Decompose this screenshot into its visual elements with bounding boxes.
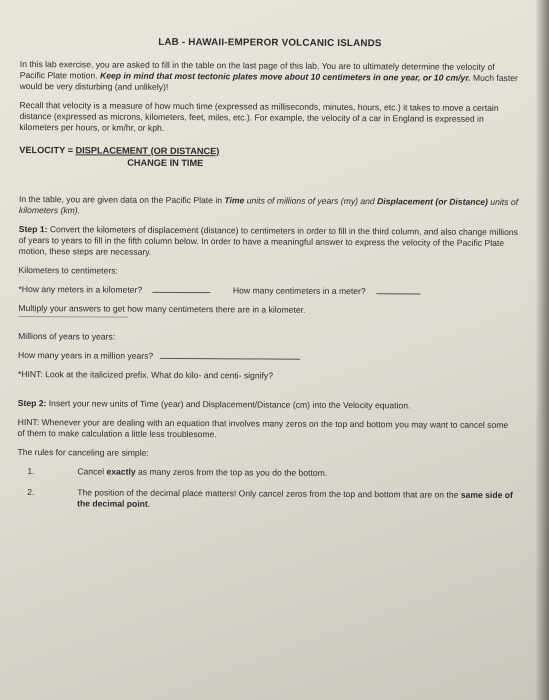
rule-item [27,466,517,480]
intro-text: In this lab exercise, you are asked to fill in the table on the last page of this lab. You are to ultimately determine the velocity of Pacific Plate motion. [19,58,495,81]
intro-emphasis: Keep in mind that most tectonic plates move about 10 centimeters in one year, or 10 cm/yr. [99,70,471,83]
rule-text-post: . [147,498,151,509]
km-heading: Kilometers to centimeters: [18,264,118,276]
lab-content [17,36,520,522]
step2-text: Insert your new units of Time (year) and Displacement/Distance (cm) into the Velocity equation. [46,398,411,411]
hint-prefix: *HINT: Look at the italicized prefix. What do kilo- and centi- signify? [17,368,274,381]
meters-question-row [18,284,518,298]
step2-label: Step 2: [17,397,47,409]
intro-note: Much faster would be very disturbing (and unlikely)! [19,72,518,92]
years-question-row [18,350,518,364]
table-intro-text-3: units of kilometers (km). [18,196,519,216]
table-intro-displacement: Displacement (or Distance) [377,196,488,207]
rule-text [77,466,517,480]
recall-paragraph: Recall that velocity is a measure of how much time (expressed as milliseconds, minutes, hours, etc.) it takes to move a certain distance (expressed as microns, kilometers, feet, miles, etc.). For example, the velocity of a car in England is expressed in kilometers per hours, or km/hr, or kph. [19,99,499,133]
step1-paragraph [19,224,519,260]
years-answer-blank[interactable] [160,357,300,360]
rules-list [27,466,517,512]
cm-answer-blank[interactable] [376,292,420,294]
rule-item [27,487,517,512]
hint-zeros: HINT: Whenever your are dealing with an equation that involves many zeros on the top and bottom you may want to cancel some of them to make calculation a little less troublesome. [17,416,509,440]
rule-text-post: as many zeros from the top as you do the bottom. [135,466,328,478]
velocity-formula [19,145,519,171]
formula-denominator: CHANGE IN TIME [127,157,204,169]
rule-number: 1. [27,466,35,477]
years-question: How many years in a million years? [18,349,154,361]
rule-text-pre: The position of the decimal place matters! Only cancel zeros from the top and bottom that are on the [77,487,461,500]
years-heading: Millions of years to years: [18,330,116,342]
step1-label: Step 1: [18,223,48,235]
rule-number: 2. [27,487,35,498]
rule-text-pre: Cancel [77,466,107,477]
formula-numerator: DISPLACEMENT (OR DISTANCE) [75,145,220,157]
table-intro-text-1: In the table, you are given data on the Pacific Plate in [18,193,225,206]
meters-question: *How any meters in a kilometer? [18,283,143,295]
step2-paragraph [18,398,518,412]
rule-text-bold: same side of the decimal point [77,489,513,509]
table-intro-text-2: units of millions of years (my) and [244,195,378,207]
multiply-answer-blank[interactable] [18,316,128,318]
page-edge-shadow [535,0,549,700]
step1-text: Convert the kilometers of displacement (distance) to centimeters in order to fill in the third column, and also change millions of years to years to fill in the fifth column below. In order to have a meaningful answer to express the velocity of the Pacific Plate motion, these steps are necessary. [18,224,518,257]
page-title: LAB - HAWAII-EMPEROR VOLCANIC ISLANDS [158,36,382,50]
rule-text-bold: exactly [106,466,136,477]
table-intro-time: Time [224,195,245,206]
table-intro-paragraph [19,194,519,219]
multiply-instruction: Multiply your answers to get how many centimeters there are in a kilometer. [18,302,306,315]
meters-answer-blank[interactable] [153,291,211,293]
intro-paragraph [20,59,520,95]
formula-lhs: VELOCITY = [19,144,76,156]
rule-text [77,487,517,512]
cm-question: How many centimeters in a meter? [232,285,366,297]
rules-intro: The rules for canceling are simple: [17,446,149,458]
